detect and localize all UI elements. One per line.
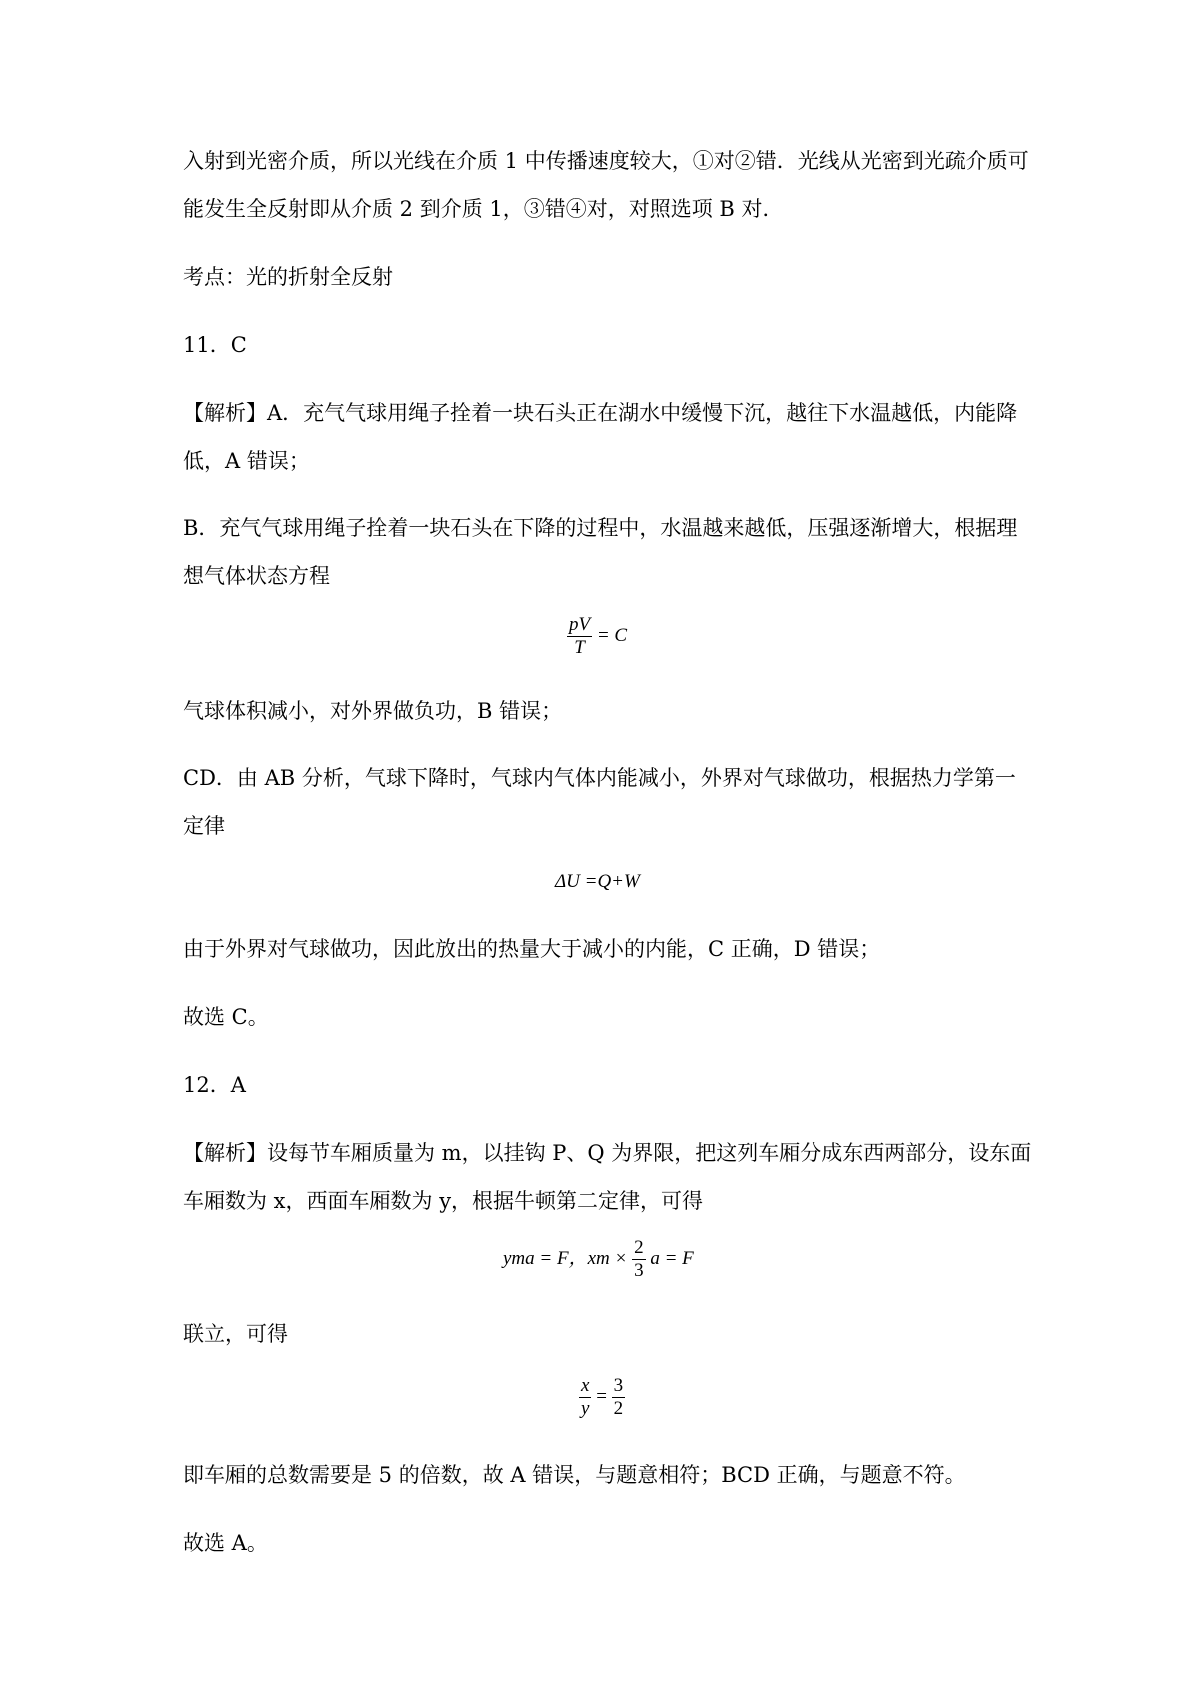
paragraph-line: 由于外界对气球做功，因此放出的热量大于减小的内能，C 正确，D 错误； (183, 937, 881, 961)
equation-first-law: ΔU =Q+W (555, 871, 640, 892)
answer-heading: 12．A (183, 1073, 246, 1097)
paragraph-line: B．充气气球用绳子拴着一块石头在下降的过程中，水温越来越低，压强逐渐增大，根据理 (183, 516, 1018, 540)
paragraph-line: 想气体状态方程 (183, 564, 330, 588)
answer-heading: 11．C (183, 333, 247, 357)
paragraph-line: 车厢数为 x，西面车厢数为 y，根据牛顿第二定律，可得 (183, 1189, 704, 1213)
paragraph-line: 即车厢的总数需要是 5 的倍数，故 A 错误，与题意相符；BCD 正确，与题意不符。 (183, 1463, 966, 1487)
equation-ratio: $\frac{x}{y}$ = $\frac{3}{2}$ (581, 1375, 624, 1419)
paragraph-line: CD．由 AB 分析，气球下降时，气球内气体内能减小，外界对气球做功，根据热力学第一 (183, 766, 1016, 790)
equation-ideal-gas: $\frac{pV}{T}$ = C (569, 614, 628, 658)
paragraph-line: 低，A 错误； (183, 449, 310, 473)
paragraph-line: 故选 C。 (183, 1005, 269, 1029)
paragraph-line: 气球体积减小，对外界做负功，B 错误； (183, 699, 563, 723)
paragraph-line: 能发生全反射即从介质 2 到介质 1，③错④对，对照选项 B 对． (183, 197, 784, 221)
paragraph-line: 考点：光的折射全反射 (183, 265, 393, 289)
paragraph-line: 【解析】设每节车厢质量为 m，以挂钩 P、Q 为界限，把这列车厢分成东西两部分，设东面 (183, 1141, 1032, 1165)
equation-newton: yma = F，xm × $\frac{2}{3}$ a = F (503, 1237, 694, 1281)
paragraph-line: 联立，可得 (183, 1322, 288, 1346)
paragraph-line: 入射到光密介质，所以光线在介质 1 中传播速度较大，①对②错．光线从光密到光疏介质可 (183, 149, 1029, 173)
paragraph-line: 定律 (183, 814, 225, 838)
paragraph-line: 【解析】A．充气气球用绳子拴着一块石头正在湖水中缓慢下沉，越往下水温越低，内能降 (183, 401, 1018, 425)
paragraph-line: 故选 A。 (183, 1531, 268, 1555)
